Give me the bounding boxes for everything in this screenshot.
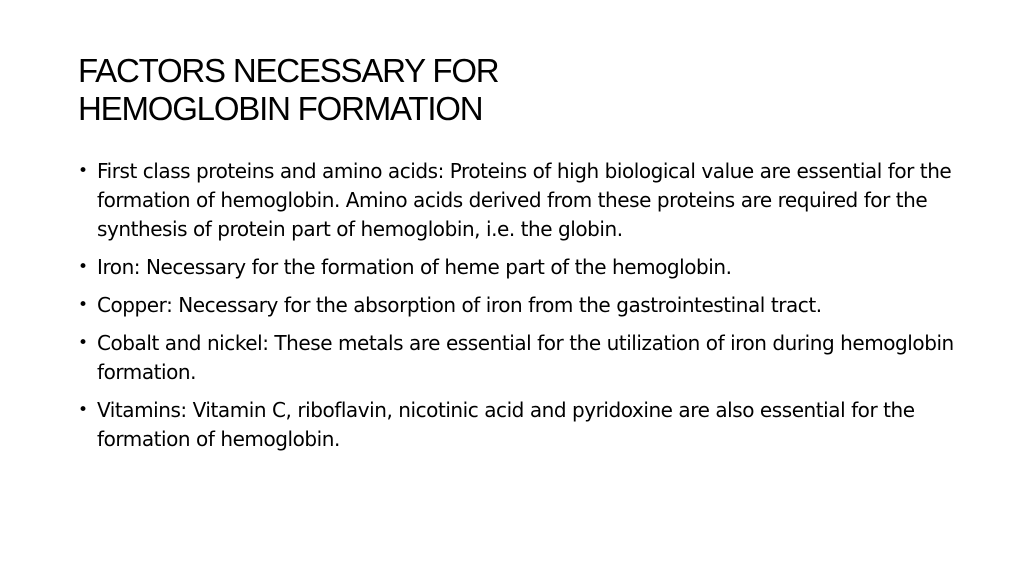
bullet-icon: • [78,400,88,420]
bullet-text: Cobalt and nickel: These metals are essential for the utilization of iron during hemoglobin formation. [97,331,954,384]
slide-title-line-1: FACTORS NECESSARY FOR [78,52,499,89]
bullet-item-vitamins [78,396,958,454]
bullet-icon: • [78,257,88,277]
slide-title [78,52,958,128]
bullet-item-copper [78,291,958,320]
bullet-item-cobalt-nickel [78,329,958,387]
bullet-icon: • [78,161,88,181]
bullet-text: Copper: Necessary for the absorption of iron from the gastrointestinal tract. [97,293,822,317]
bullet-text: Iron: Necessary for the formation of heme part of the hemoglobin. [97,255,732,279]
bullet-icon: • [78,295,88,315]
bullet-icon: • [78,333,88,353]
slide-title-line-2: HEMOGLOBIN FORMATION [78,90,483,127]
bullet-text: First class proteins and amino acids: Proteins of high biological value are essential for the formation of hemoglobin. Amino acids derived from these proteins are required for the synthesis of protein part of hemoglobin, i.e. the globin. [97,159,952,241]
bullet-item-iron [78,253,958,282]
bullet-item-proteins [78,157,958,244]
bullet-text: Vitamins: Vitamin C, riboflavin, nicotinic acid and pyridoxine are also essential for the formation of hemoglobin. [97,398,915,451]
bullet-list [78,157,958,463]
